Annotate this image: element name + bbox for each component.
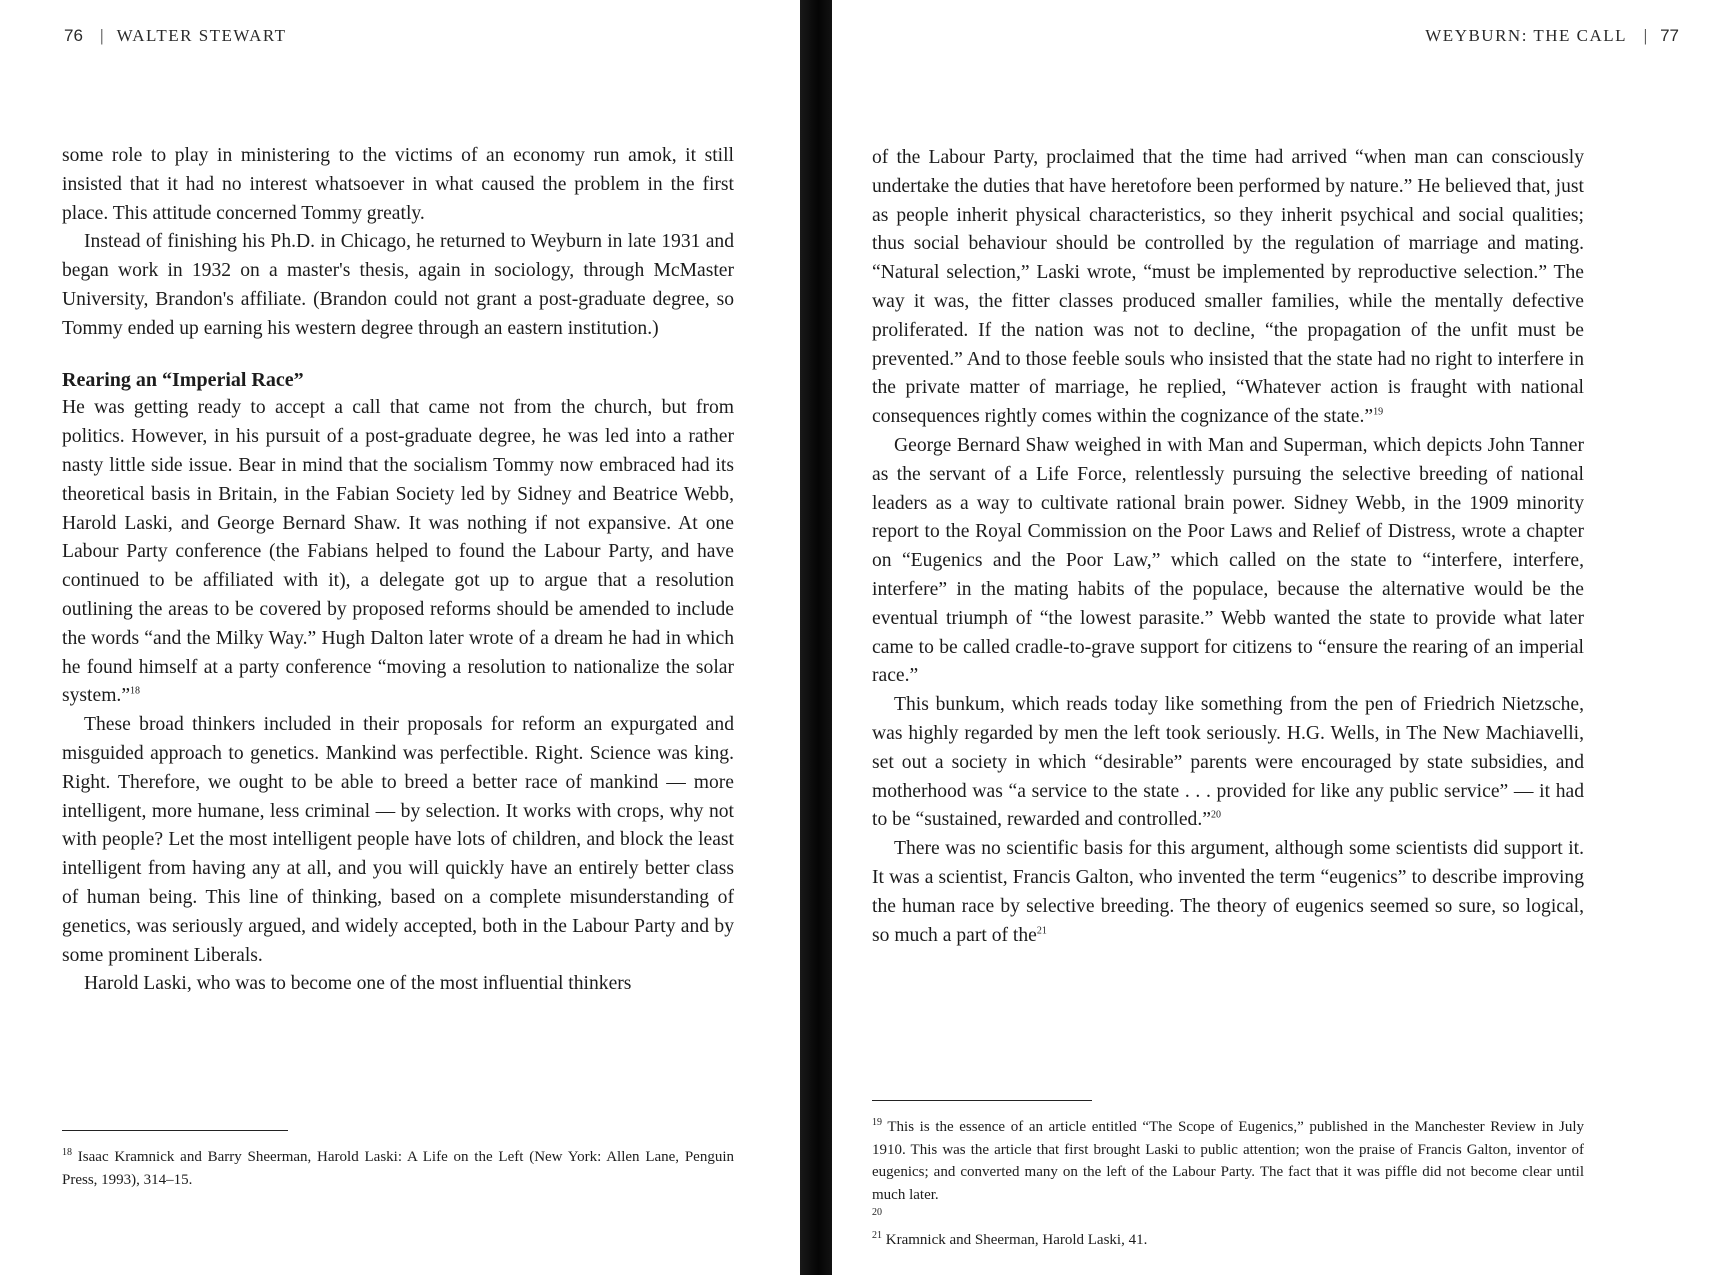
section-subheading: Rearing an “Imperial Race” xyxy=(62,368,304,391)
paragraph: George Bernard Shaw weighed in with Man and Superman, which depicts John Tanner as the servant of a Life Force, relentlessly pursuing the selective breeding of national leaders as a way to cultivate rational brain power. Sidney Webb, in the 1909 minority report to the Royal Commission on the Poor Laws and Relief of Distress, wrote a chapter on “Eugenics and the Poor Law,” which called on the state to “interfere, interfere, interfere” in the mating habits of the populace, because the alternative would be the eventual triumph of “the lowest parasite.” Webb wanted the state to provide what later came to be called cradle-to-grave support for citizens to “ensure the rearing of an imperial race.” xyxy=(872,434,1584,687)
footnote: $^{19}$ This is the essence of an article entitled “The Scope of Eugenics,” published in the Manchester Review in July 1910. This was the article that first brought Laski to public attention; won the praise of Francis Galton, inventor of eugenics; and converted many on the left of the Labour Party. The fact that it was piffle did not become clear until much later. xyxy=(872,1117,1585,1203)
paragraph: Harold Laski, who was to become one of the most influential thinkers xyxy=(84,973,632,995)
left-running-head-title: WALTER STEWART xyxy=(116,26,287,45)
footnote xyxy=(872,1206,1584,1229)
paragraph: of the Labour Party, proclaimed that the time had arrived “when man can consciously undertake the duties that have heretofore been performed by nature.” He believed that, just as people inherit physical characteristics, so they inherit psychical and social qualities; thus social behaviour should be controlled by the regulation of marriage and mating. “Natural selection,” Laski wrote, “must be implemented by reproductive selection.” The way it was, the fitter classes produced smaller families, while the mentally defective proliferated. If the nation was not to decline, “the propagation of the unfit must be prevented.” And to those feeble souls who insisted that the state had no right to interfere in the private matter of marriage, he replied, “Whatever action is fraught with national consequences rightly comes within the cognizance of the state.”$^{19}$ xyxy=(872,147,1584,428)
footnote-ref: 19 xyxy=(1373,406,1384,418)
footnote-rule xyxy=(872,1100,1092,1101)
right-running-head-title: WEYBURN: THE CALL xyxy=(1425,26,1627,45)
footnote-rule xyxy=(62,1130,288,1131)
footnote-mark: 20 xyxy=(872,1207,882,1218)
paragraph: Instead of finishing his Ph.D. in Chicago, he returned to Weyburn in late 1931 and began work in 1932 on a master's thesis, again in sociology, through McMaster University, Brandon's affiliate. (Brandon could not grant a post-graduate degree, so Tommy ended up earning his western degree through an eastern institution.) xyxy=(62,231,734,339)
left-page xyxy=(0,0,800,1275)
footnote-ref: 20 xyxy=(1210,809,1221,821)
paragraph: some role to play in ministering to the victims of an economy run amok, it still insisted that it had no interest whatsoever in what caused the problem in the first place. This attitude concerned Tommy greatly. xyxy=(62,145,734,224)
left-page-number: 76 xyxy=(64,26,83,45)
footnote: $^{21}$ Kramnick and Sheerman, Harold Laski, 41. xyxy=(872,1229,1148,1248)
footnote: $^{18}$ Isaac Kramnick and Barry Sheerman, Harold Laski: A Life on the Left (New York: Allen Lane, Penguin Press, 1993), 314–15. xyxy=(62,1147,734,1188)
left-body xyxy=(62,142,734,999)
right-footnotes xyxy=(872,1116,1584,1251)
footnote-ref: 21 xyxy=(1036,924,1047,936)
right-body xyxy=(872,144,1584,950)
paragraph: There was no scientific basis for this argument, although some scientists did support it. It was a scientist, Francis Galton, who invented the term “eugenics” to describe improving the human race by selective breeding. The theory of eugenics seemed so sure, so logical, so much a part of the$^{21}$ xyxy=(872,838,1584,946)
footnote-mark: 21 xyxy=(872,1229,882,1241)
footnote-mark: 19 xyxy=(872,1117,882,1128)
paragraph: These broad thinkers included in their proposals for reform an expurgated and misguided approach to genetics. Mankind was perfectible. Right. Science was king. Right. Therefore, we ought to be able to breed a better race of mankind — more intelligent, more humane, less criminal — by selection. It works with crops, why not with people? Let the most intelligent people have lots of children, and block the least intelligent from having any at all, and you will quickly have an entirely better class of human being. This line of thinking, based on a complete misunderstanding of genetics, was seriously argued, and widely accepted, both in the Labour Party and by some prominent Liberals. xyxy=(62,714,734,966)
left-running-head: 76 | WALTER STEWART xyxy=(64,26,287,45)
footnote-mark: 18 xyxy=(62,1147,72,1158)
paragraph: This bunkum, which reads today like something from the pen of Friedrich Nietzsche, was highly regarded by men the left took seriously. H.G. Wells, in The New Machiavelli, set out a society in which “desirable” parents were encouraged by state subsidies, and motherhood was “a service to the state . . . provided for like any public service” — it had to be “sustained, rewarded and controlled.”$^{20}$ xyxy=(872,694,1584,831)
right-running-head: WEYBURN: THE CALL | 77 xyxy=(1425,26,1679,45)
footnote-ref: 18 xyxy=(130,685,141,697)
left-footnotes xyxy=(62,1146,734,1191)
right-page xyxy=(832,0,1725,1275)
paragraph: He was getting ready to accept a call that came not from the church, but from politics. However, in his pursuit of a post-graduate degree, he was led into a rather nasty little side issue. Bear in mind that the socialism Tommy now embraced had its theoretical basis in Britain, in the Fabian Society led by Sidney and Beatrice Webb, Harold Laski, and George Bernard Shaw. It was nothing if not expansive. At one Labour Party conference (the Fabians helped to found the Labour Party, and have continued to be affiliated with it), a delegate got up to argue that a resolution outlining the areas to be covered by proposed reforms should be amended to include the words “and the Milky Way.” Hugh Dalton later wrote of a dream he had in which he found himself at a party conference “moving a resolution to nationalize the solar system.”$^{18}$ xyxy=(62,397,734,707)
right-page-number: 77 xyxy=(1660,26,1679,45)
